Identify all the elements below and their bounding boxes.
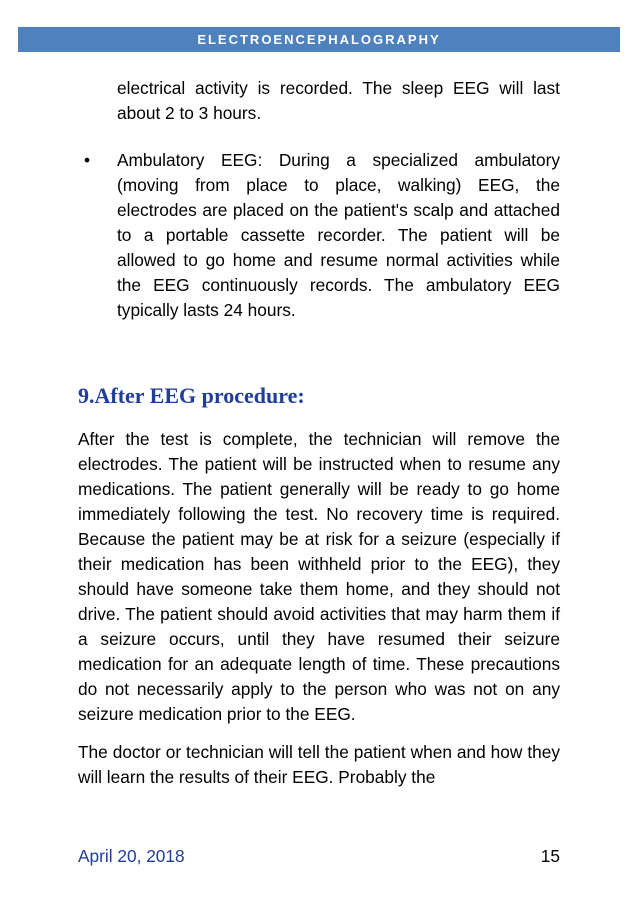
page-number: 15 bbox=[540, 846, 560, 866]
paragraph-results: The doctor or technician will tell the patient when and how they will learn the results of their EEG. Probably the bbox=[78, 742, 560, 787]
bullet-item-ambulatory-eeg bbox=[78, 148, 560, 323]
section-heading: 9.After EEG procedure: bbox=[78, 383, 305, 408]
bullet-text: Ambulatory EEG: During a specialized ambulatory (moving from place to place, walking) EEG, the electrodes are placed on the patient's scalp and attached to a portable cassette recorder. The patient will be allowed to go home and resume normal activities while the EEG continuously records. The ambulatory EEG typically lasts 24 hours. bbox=[117, 150, 560, 320]
bullet-icon: • bbox=[84, 150, 91, 170]
page-content bbox=[78, 76, 560, 790]
paragraph-after-test: After the test is complete, the technician will remove the electrodes. The patient will be instructed when to resume any medications. The patient generally will be ready to go home immediately following the test. No recovery time is required. Because the patient may be at risk for a seizure (especially if their medication has been withheld prior to the EEG), they should have someone take them home, and they should not drive. The patient should avoid activities that may harm them if a seizure occurs, until they have resumed their seizure medication for an adequate length of time. These precautions do not necessarily apply to the person who was not on any seizure medication prior to the EEG. bbox=[78, 429, 560, 724]
footer-date: April 20, 2018 bbox=[78, 846, 185, 866]
continued-paragraph: electrical activity is recorded. The sleep EEG will last about 2 to 3 hours. bbox=[117, 78, 560, 123]
running-header: ELECTROENCEPHALOGRAPHY bbox=[18, 27, 620, 52]
